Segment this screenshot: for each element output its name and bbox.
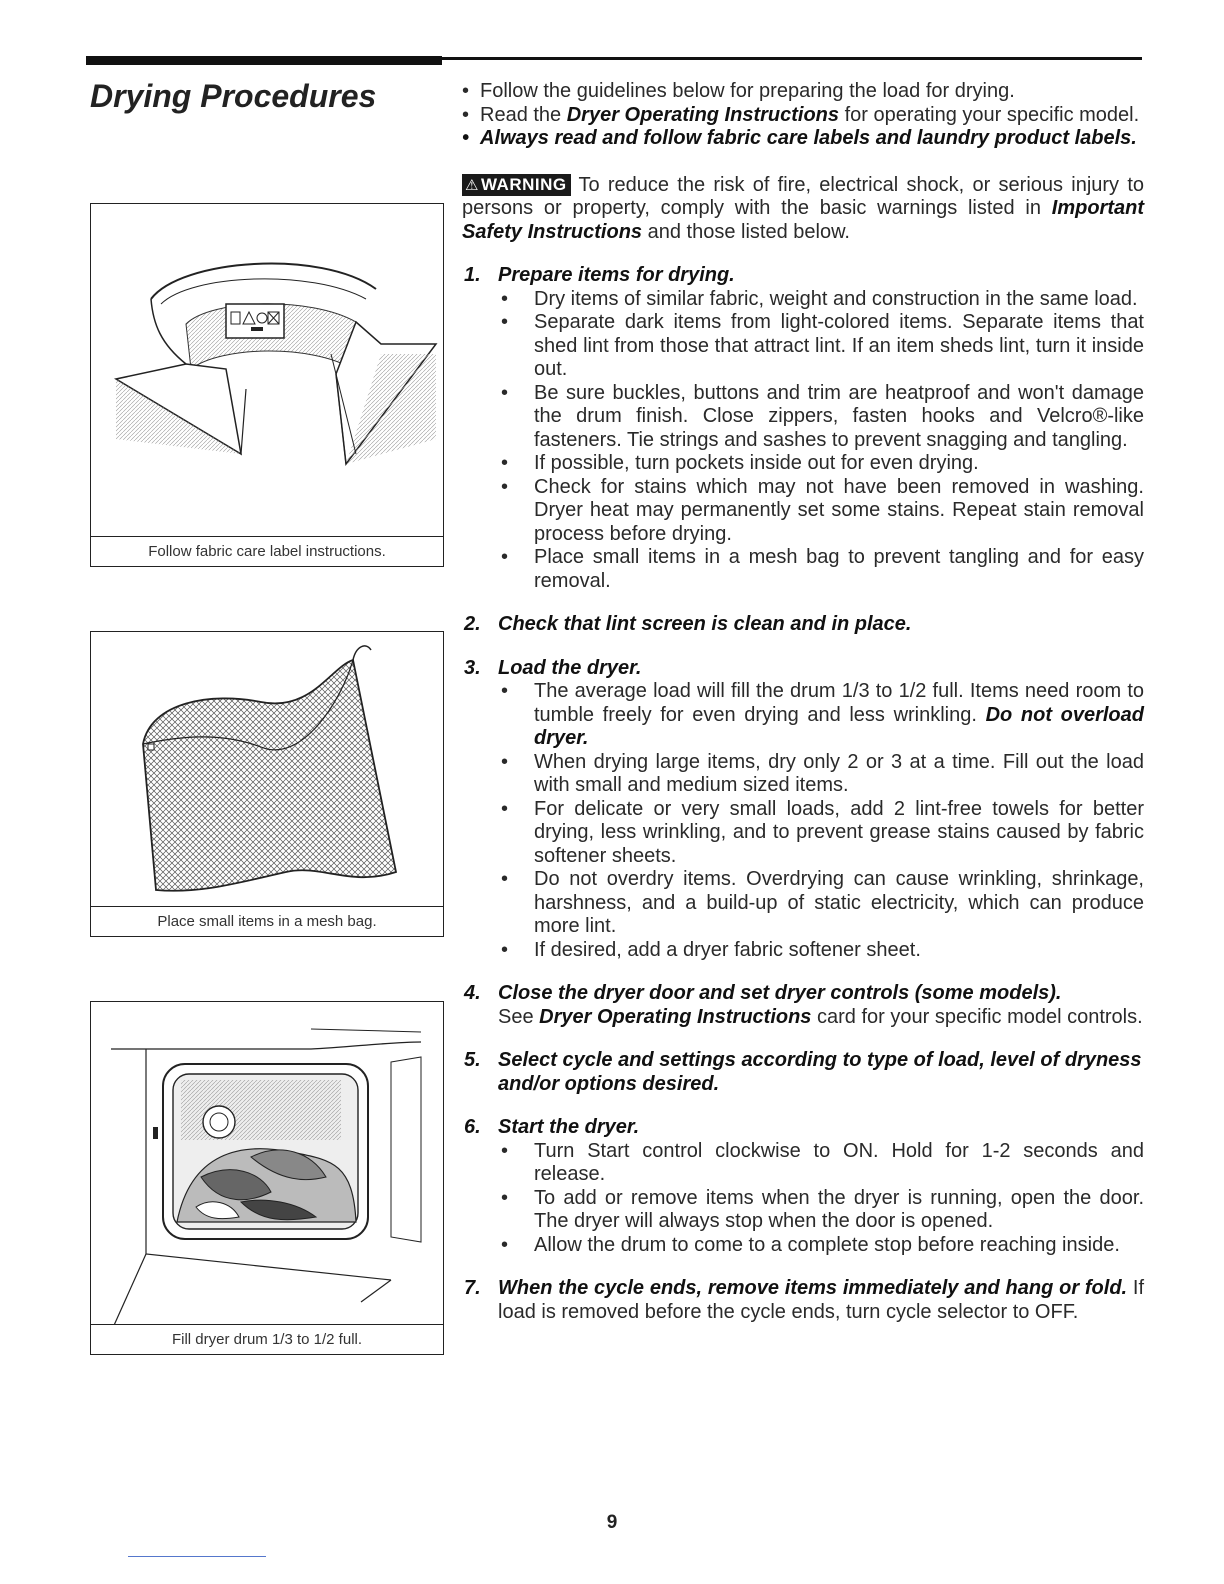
step-6 (462, 1116, 1144, 1257)
shirt-collar-care-label-illustration (91, 204, 442, 536)
list-item: • If desired, add a dryer fabric softener sheet. (501, 938, 921, 961)
bullet-icon: • (501, 750, 509, 773)
step-heading: 3. Load the dryer. (464, 656, 642, 679)
step-number: 4. (464, 982, 481, 1004)
intro-item: • Follow the guidelines below for preparing the load for drying. (462, 80, 1015, 102)
list-item: • Allow the drum to come to a complete stop before reaching inside. (501, 1233, 1120, 1256)
step-7 (462, 1277, 1144, 1324)
list-item: • Dry items of similar fabric, weight and construction in the same load. (501, 287, 1138, 310)
list-item: • When drying large items, dry only 2 or 3 at a time. Fill out the load with small and medium sized items. (501, 750, 1144, 796)
figure-caption: Fill dryer drum 1/3 to 1/2 full. (91, 1324, 443, 1355)
bullet-icon: • (501, 452, 509, 474)
bullet-icon: • (501, 475, 509, 498)
emphasis-text: Dryer Operating Instructions (539, 1005, 812, 1028)
bullet-icon: • (501, 311, 509, 333)
dryer-drum-load-illustration (91, 1002, 442, 1324)
bullet-icon: • (501, 680, 509, 702)
emphasis-text: Do not overload dryer. (534, 703, 1144, 749)
step-3 (462, 657, 1144, 963)
bullet-icon: • (501, 287, 509, 310)
bullet-icon: • (501, 938, 509, 961)
list-item: • Do not overdry items. Overdrying can cause wrinkling, shrinkage, harshness, and a build-up of static electricity, which can produce more lint. (501, 868, 1144, 937)
page-title: Drying Procedures (90, 78, 377, 114)
step-bullets (462, 680, 1144, 962)
bullet-icon: • (462, 80, 470, 102)
step-4 (462, 982, 1144, 1029)
list-item: • Place small items in a mesh bag to prevent tangling and for easy removal. (501, 546, 1144, 592)
figure-dryer-drum (90, 1001, 444, 1355)
figure-caption: Follow fabric care label instructions. (91, 536, 443, 567)
bullet-icon: • (501, 381, 509, 404)
list-item: • Check for stains which may not have been removed in washing. Dryer heat may permanently set some stains. Repeat stain removal process before drying. (501, 475, 1144, 545)
instructions-column (462, 80, 1144, 1324)
figure-care-label (90, 203, 444, 567)
step-heading: 2. Check that lint screen is clean and in place. (464, 613, 912, 635)
step-1 (462, 264, 1144, 593)
bullet-icon: • (501, 1186, 509, 1209)
intro-item: • Read the Dryer Operating Instructions for operating your specific model. (462, 103, 1140, 126)
list-item: • The average load will fill the drum 1/3 to 1/2 full. Items need room to tumble freely for even drying and less wrinkling. Do not overload dryer. (501, 680, 1144, 749)
step-bullets (462, 1140, 1144, 1258)
figure-caption: Place small items in a mesh bag. (91, 906, 443, 937)
step-number: 1. (464, 264, 481, 286)
step-number: 6. (464, 1116, 481, 1138)
step-2 (462, 613, 1144, 637)
bullet-icon: • (501, 797, 509, 820)
bullet-icon: • (501, 546, 509, 568)
header-rule-accent (86, 56, 442, 65)
page-number: 9 (606, 1512, 618, 1533)
list-item: • Turn Start control clockwise to ON. Hold for 1-2 seconds and release. (501, 1139, 1144, 1185)
warning-badge: ⚠ WARNING (462, 174, 571, 196)
step-number: 2. (464, 613, 481, 635)
list-item: • For delicate or very small loads, add 2 lint-free towels for better drying, less wrinkling, and to prevent grease stains caused by fabric softener sheets. (501, 797, 1144, 867)
step-heading: 1. Prepare items for drying. (464, 264, 735, 286)
step-number: 5. (464, 1049, 481, 1071)
footer-rule (128, 1556, 266, 1557)
step-heading: 5. Select cycle and settings according to type of load, level of dryness and/or options desired. (464, 1049, 1142, 1095)
bullet-icon: • (462, 103, 470, 126)
figure-mesh-bag (90, 631, 444, 937)
step-5 (462, 1049, 1144, 1096)
step-body: See Dryer Operating Instructions card for your specific model controls. (498, 1005, 1143, 1028)
emphasis-text: Dryer Operating Instructions (566, 103, 840, 126)
mesh-laundry-bag-illustration (91, 632, 442, 906)
bullet-icon: • (501, 1233, 509, 1256)
bullet-icon: • (501, 1139, 509, 1162)
list-item: • To add or remove items when the dryer is running, open the door. The dryer will always stop when the door is opened. (501, 1186, 1144, 1232)
list-item: • Be sure buckles, buttons and trim are heatproof and won't damage the drum finish. Close zippers, fasten hooks and Velcro®-like fasteners. Tie strings and sashes to prevent snagging and tangling. (501, 381, 1144, 451)
emphasis-text: Important Safety Instructions (462, 197, 1144, 243)
step-number: 3. (464, 656, 481, 679)
step-heading: 6. Start the dryer. (464, 1116, 640, 1138)
bullet-icon: • (462, 127, 470, 149)
intro-item-emphasis: • Always read and follow fabric care labels and laundry product labels. (462, 127, 1137, 149)
list-item: • If possible, turn pockets inside out for even drying. (501, 452, 979, 474)
list-item: • Separate dark items from light-colored items. Separate items that shed lint from those that attract lint. If an item sheds lint, turn it inside out. (501, 311, 1144, 380)
step-body: If load is removed before the cycle ends, turn cycle selector to OFF. (498, 1277, 1145, 1323)
warning-triangle-icon: ⚠ (465, 176, 479, 194)
step-number: 7. (464, 1277, 481, 1299)
step-bullets (462, 288, 1144, 594)
step-heading: 4. Close the dryer door and set dryer controls (some models). (464, 982, 1062, 1004)
step-heading: 7. When the cycle ends, remove items immediately and hang or fold. If load is removed before the cycle ends, turn cycle selector to OFF. (464, 1277, 1145, 1323)
warning-paragraph: ⚠ WARNING To reduce the risk of fire, electrical shock, or serious injury to persons or property, comply with the basic warnings listed in Important Safety Instructions and those listed below. (462, 173, 1144, 243)
bullet-icon: • (501, 868, 509, 890)
